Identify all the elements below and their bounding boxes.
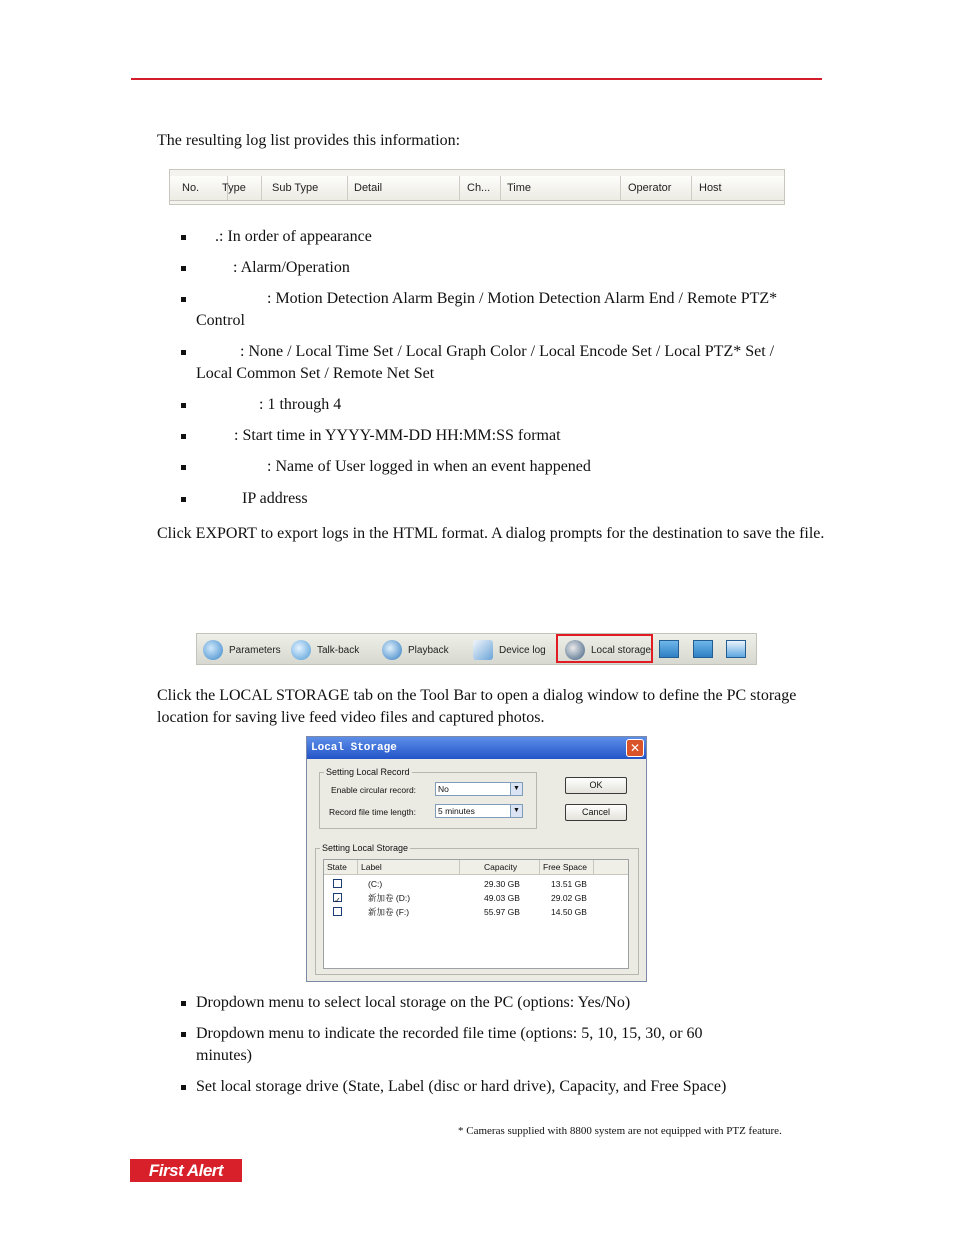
talkback-icon [291,640,311,660]
parameters-icon [203,640,223,660]
log-col-detail[interactable]: Detail [348,176,460,200]
drive-free: 14.50 GB [551,907,587,917]
device-log-icon [473,640,493,660]
drive-capacity: 55.97 GB [484,907,520,917]
drive-label: (C:) [368,879,383,889]
local-storage-dialog [306,736,647,982]
table-row[interactable] [324,905,628,919]
header-rule [131,78,822,80]
desc-subtype: : Motion Detection Alarm Begin / Motion Detection Alarm End / Remote PTZ* Control [196,290,778,329]
log-col-host[interactable]: Host [699,182,722,194]
file-length-select[interactable] [435,804,523,818]
record-group-legend: Setting Local Record [326,767,410,777]
toolbar-devicelog-label: Device log [499,644,546,656]
tool-bar [196,633,757,665]
chevron-down-icon[interactable]: ▼ [510,805,522,817]
intro-text: The resulting log list provides this information: [157,132,461,149]
drive-label: 新加卷 (F:) [368,907,410,917]
col-label[interactable]: Label [358,860,460,874]
drive-free: 13.51 GB [551,879,587,889]
first-alert-logo [130,1159,242,1182]
log-col-operator[interactable]: Operator [622,176,692,200]
log-col-subtype[interactable]: Sub Type [266,176,348,200]
list-item [181,425,781,447]
toolbar-parameters-label: Parameters [229,644,281,656]
export-text: Click EXPORT to export logs in the HTML format. A dialog prompts for the destination to save the file. [157,525,825,542]
logo-text: First Alert [148,1160,224,1180]
desc-operator: : Name of User logged in when an event happened [267,458,591,475]
list-item [181,394,781,416]
desc-time: : Start time in YYYY-MM-DD HH:MM:SS format [234,427,561,444]
drive-label: 新加卷 (D:) [368,893,411,903]
local-storage-highlight [556,634,653,663]
list-item [181,257,781,279]
circular-record-select[interactable] [435,782,523,796]
chevron-down-icon[interactable]: ▼ [510,783,522,795]
file-length-label: Record file time length: [329,807,416,817]
circular-record-label: Enable circular record: [331,785,417,795]
drive-capacity: 49.03 GB [484,893,520,903]
list-item [181,226,781,248]
storage-group-legend: Setting Local Storage [322,843,409,853]
drive-capacity: 29.30 GB [484,879,520,889]
drive-checkbox-checked[interactable]: ✓ [333,893,342,902]
toolbar-localstorage-label: Local storage [591,644,652,656]
storage-table [323,859,629,969]
list-item: Set local storage drive (State, Label (disc or hard drive), Capacity, and Free Space) [181,1076,761,1098]
col-state[interactable]: State [324,860,358,874]
list-item [181,456,781,478]
list-item: Dropdown menu to select local storage on the PC (options: Yes/No) [181,992,781,1014]
desc-type: : Alarm/Operation [233,259,350,276]
list-item [181,288,781,332]
toolbar-talkback-label: Talk-back [317,644,360,656]
circular-record-value: No [438,784,449,794]
log-col-no[interactable]: No. [176,176,228,200]
toolbar-parameters-button[interactable] [203,637,281,663]
quad-view-icon[interactable] [726,640,746,658]
cancel-button[interactable]: Cancel [565,804,627,821]
desc-no: .: In order of appearance [215,228,372,245]
playback-icon [382,640,402,660]
setting-local-record-group [319,767,537,829]
footnote: * Cameras supplied with 8800 system are not equipped with PTZ feature. [458,1125,782,1137]
file-length-value: 5 minutes [438,806,475,816]
log-col-time[interactable]: Time [501,176,621,200]
log-col-type[interactable]: Type [216,176,262,200]
drive-free: 29.02 GB [551,893,587,903]
toolbar-playback-button[interactable] [382,637,449,663]
local-storage-text: Click the LOCAL STORAGE tab on the Tool Bar to open a dialog window to define the PC storage location for saving live feed video files and captured photos. [157,687,797,726]
table-row[interactable] [324,877,628,891]
toolbar-devicelog-button[interactable] [473,637,546,663]
ok-button[interactable]: OK [565,777,627,794]
desc-channel: : 1 through 4 [259,396,342,413]
screen-view-icon[interactable] [693,640,713,658]
log-col-channel[interactable]: Ch... [461,176,501,200]
desc-detail: : None / Local Time Set / Local Graph Color / Local Encode Set / Local PTZ* Set / Local Common Set / Remote Net Set [196,343,775,382]
list-item [181,488,781,510]
col-free-space[interactable]: Free Space [540,860,594,874]
desc-host: IP address [242,490,308,507]
storage-table-header [324,860,628,875]
col-capacity[interactable]: Capacity [460,860,540,874]
toolbar-talkback-button[interactable] [291,637,359,663]
list-item: Dropdown menu to indicate the recorded file time (options: 5, 10, 15, 30, or 60 minutes) [181,1023,761,1067]
table-row[interactable] [324,891,628,905]
list-item [181,341,781,385]
close-icon[interactable]: ✕ [626,739,644,757]
drive-checkbox[interactable] [333,879,342,888]
drive-checkbox[interactable] [333,907,342,916]
dialog-title: Local Storage [307,737,646,759]
toolbar-playback-label: Playback [408,644,449,656]
single-view-icon[interactable] [659,640,679,658]
log-list-header [169,169,785,205]
